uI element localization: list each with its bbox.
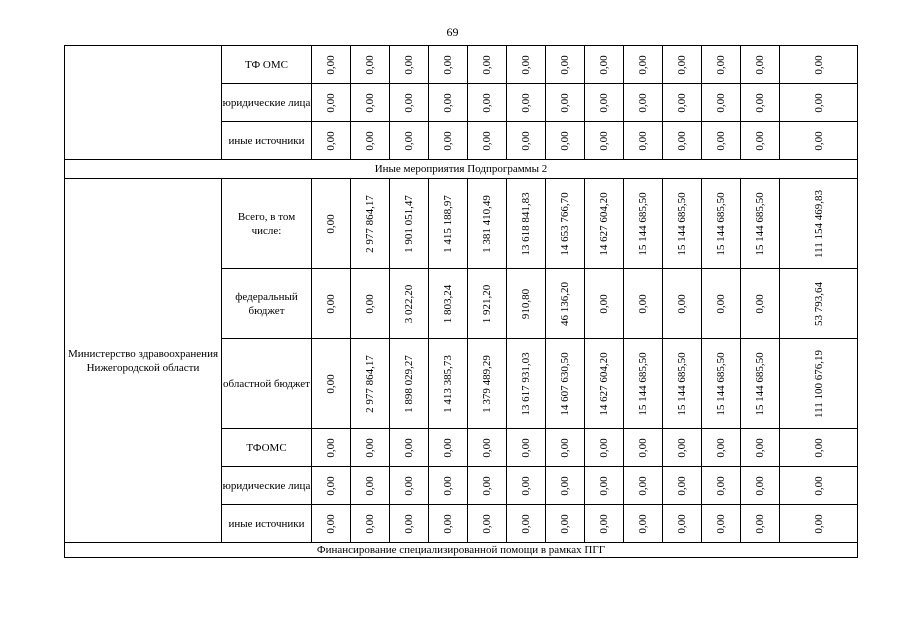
value-text: 53 793,64 <box>812 281 825 326</box>
value-text: 0,00 <box>559 437 571 458</box>
value-text: 14 607 630,50 <box>559 351 571 416</box>
value-text: 15 144 685,50 <box>676 191 688 256</box>
value-text: 14 627 604,20 <box>598 351 610 416</box>
value-cell <box>468 505 507 543</box>
value-cell <box>585 179 624 269</box>
value-text: 0,00 <box>715 54 727 75</box>
value-cell <box>663 122 702 160</box>
section-title: Иные мероприятия Подпрограммы 2 <box>65 160 858 179</box>
value-cell <box>546 269 585 339</box>
section-title-2: Финансирование специализированной помощи в рамках ПГГ <box>65 543 858 558</box>
organization-cell-empty <box>65 46 222 160</box>
value-cell <box>546 84 585 122</box>
value-text: 0,00 <box>403 54 415 75</box>
value-cell <box>780 84 858 122</box>
value-text: 0,00 <box>481 92 493 113</box>
value-cell <box>312 122 351 160</box>
value-cell <box>429 84 468 122</box>
value-text: 2 977 864,17 <box>364 354 376 413</box>
value-cell <box>351 179 390 269</box>
value-cell <box>624 429 663 467</box>
value-text: 15 144 685,50 <box>754 351 766 416</box>
value-cell <box>351 467 390 505</box>
value-cell <box>741 84 780 122</box>
value-cell <box>507 429 546 467</box>
value-text: 0,00 <box>520 130 532 151</box>
value-cell <box>663 269 702 339</box>
value-text: 0,00 <box>676 513 688 534</box>
source-cell: юридические лица <box>222 467 312 505</box>
value-text: 1 415 188,97 <box>442 194 454 253</box>
value-cell <box>390 269 429 339</box>
value-cell <box>507 505 546 543</box>
value-cell <box>507 122 546 160</box>
table-row <box>65 46 858 84</box>
section-row <box>65 543 858 558</box>
value-cell <box>780 269 858 339</box>
value-cell <box>780 122 858 160</box>
value-cell <box>312 339 351 429</box>
value-text: 0,00 <box>325 513 337 534</box>
source-cell: иные источники <box>222 122 312 160</box>
source-cell: Всего, в том числе: <box>222 179 312 269</box>
value-text: 0,00 <box>598 92 610 113</box>
value-cell <box>663 467 702 505</box>
value-text: 0,00 <box>754 293 766 314</box>
value-text: 0,00 <box>637 475 649 496</box>
value-cell <box>390 505 429 543</box>
source-cell: областной бюджет <box>222 339 312 429</box>
value-text: 0,00 <box>403 437 415 458</box>
value-text: 0,00 <box>364 437 376 458</box>
value-text: 0,00 <box>637 437 649 458</box>
source-cell: юридические лица <box>222 84 312 122</box>
value-cell <box>741 339 780 429</box>
value-text: 0,00 <box>676 92 688 113</box>
value-text: 0,00 <box>598 475 610 496</box>
value-cell <box>780 46 858 84</box>
value-text: 0,00 <box>715 475 727 496</box>
value-cell <box>468 269 507 339</box>
value-cell <box>702 429 741 467</box>
value-text: 0,00 <box>442 437 454 458</box>
value-cell <box>546 122 585 160</box>
value-cell <box>780 467 858 505</box>
value-text: 0,00 <box>637 54 649 75</box>
value-text: 0,00 <box>676 54 688 75</box>
value-cell <box>507 84 546 122</box>
value-cell <box>624 122 663 160</box>
value-cell <box>624 339 663 429</box>
value-text: 111 100 676,19 <box>812 349 825 418</box>
value-cell <box>780 429 858 467</box>
value-text: 0,00 <box>442 130 454 151</box>
value-cell <box>351 269 390 339</box>
value-cell <box>585 84 624 122</box>
source-cell: иные источники <box>222 505 312 543</box>
value-text: 0,00 <box>403 130 415 151</box>
value-cell <box>624 84 663 122</box>
value-cell <box>624 269 663 339</box>
value-cell <box>663 84 702 122</box>
source-cell: ТФОМС <box>222 429 312 467</box>
value-cell <box>546 46 585 84</box>
value-text: 14 627 604,20 <box>598 191 610 256</box>
value-cell <box>741 467 780 505</box>
value-cell <box>585 505 624 543</box>
value-cell <box>312 505 351 543</box>
value-cell <box>624 505 663 543</box>
value-text: 15 144 685,50 <box>637 191 649 256</box>
value-cell <box>741 179 780 269</box>
value-cell <box>507 339 546 429</box>
value-text: 0,00 <box>812 92 825 113</box>
value-cell <box>390 46 429 84</box>
table-body <box>65 46 858 558</box>
value-cell <box>741 46 780 84</box>
value-cell <box>702 269 741 339</box>
value-cell <box>663 339 702 429</box>
value-text: 0,00 <box>715 437 727 458</box>
value-text: 0,00 <box>481 513 493 534</box>
value-text: 0,00 <box>637 92 649 113</box>
value-text: 15 144 685,50 <box>715 191 727 256</box>
value-text: 0,00 <box>637 293 649 314</box>
value-text: 0,00 <box>520 437 532 458</box>
value-cell <box>546 339 585 429</box>
value-text: 0,00 <box>559 54 571 75</box>
value-text: 0,00 <box>754 54 766 75</box>
value-cell <box>351 122 390 160</box>
value-cell <box>351 46 390 84</box>
value-cell <box>702 505 741 543</box>
value-cell <box>390 429 429 467</box>
value-text: 0,00 <box>364 293 376 314</box>
value-cell <box>429 429 468 467</box>
value-cell <box>780 339 858 429</box>
value-text: 0,00 <box>676 437 688 458</box>
value-text: 0,00 <box>325 373 337 394</box>
source-cell: федеральный бюджет <box>222 269 312 339</box>
value-text: 15 144 685,50 <box>676 351 688 416</box>
value-text: 46 136,20 <box>559 281 571 326</box>
value-text: 0,00 <box>325 475 337 496</box>
value-cell <box>390 84 429 122</box>
value-text: 0,00 <box>442 92 454 113</box>
value-cell <box>468 84 507 122</box>
organization-cell: Министерство здравоохранения Нижегородской области <box>65 179 222 543</box>
value-cell <box>546 505 585 543</box>
value-cell <box>663 179 702 269</box>
value-text: 0,00 <box>325 437 337 458</box>
value-cell <box>468 339 507 429</box>
value-text: 0,00 <box>364 130 376 151</box>
section-row <box>65 160 858 179</box>
value-text: 0,00 <box>559 513 571 534</box>
value-cell <box>507 179 546 269</box>
value-text: 15 144 685,50 <box>637 351 649 416</box>
value-text: 0,00 <box>715 513 727 534</box>
value-cell <box>312 46 351 84</box>
value-cell <box>390 179 429 269</box>
value-text: 1 901 051,47 <box>403 194 415 253</box>
value-cell <box>585 429 624 467</box>
value-text: 0,00 <box>364 475 376 496</box>
value-text: 0,00 <box>325 130 337 151</box>
value-text: 2 977 864,17 <box>364 194 376 253</box>
value-text: 0,00 <box>598 293 610 314</box>
value-text: 0,00 <box>481 475 493 496</box>
value-text: 0,00 <box>754 513 766 534</box>
value-cell <box>429 179 468 269</box>
value-text: 15 144 685,50 <box>715 351 727 416</box>
value-text: 0,00 <box>812 513 825 534</box>
value-cell <box>663 505 702 543</box>
value-text: 0,00 <box>812 130 825 151</box>
value-cell <box>312 84 351 122</box>
value-text: 0,00 <box>403 475 415 496</box>
value-cell <box>429 467 468 505</box>
value-text: 0,00 <box>481 130 493 151</box>
value-cell <box>468 429 507 467</box>
value-text: 0,00 <box>754 437 766 458</box>
value-cell <box>702 46 741 84</box>
value-cell <box>624 46 663 84</box>
value-text: 0,00 <box>442 54 454 75</box>
value-text: 1 803,24 <box>442 284 454 323</box>
value-text: 13 618 841,83 <box>520 191 532 256</box>
value-text: 0,00 <box>364 54 376 75</box>
value-cell <box>702 84 741 122</box>
value-cell <box>546 429 585 467</box>
value-text: 0,00 <box>481 437 493 458</box>
value-text: 0,00 <box>403 92 415 113</box>
value-text: 0,00 <box>520 475 532 496</box>
value-cell <box>312 429 351 467</box>
source-cell: ТФ ОМС <box>222 46 312 84</box>
value-text: 111 154 469,83 <box>812 189 825 258</box>
value-cell <box>468 46 507 84</box>
value-text: 0,00 <box>598 437 610 458</box>
value-cell <box>741 505 780 543</box>
value-cell <box>429 339 468 429</box>
value-text: 0,00 <box>325 92 337 113</box>
value-text: 1 381 410,49 <box>481 194 493 253</box>
value-text: 0,00 <box>325 293 337 314</box>
value-text: 0,00 <box>812 437 825 458</box>
value-cell <box>312 467 351 505</box>
value-text: 0,00 <box>676 130 688 151</box>
value-text: 0,00 <box>715 293 727 314</box>
value-cell <box>585 339 624 429</box>
value-cell <box>780 505 858 543</box>
value-cell <box>429 46 468 84</box>
value-text: 3 022,20 <box>403 284 415 323</box>
value-cell <box>507 269 546 339</box>
value-cell <box>390 339 429 429</box>
value-text: 0,00 <box>812 54 825 75</box>
value-text: 15 144 685,50 <box>754 191 766 256</box>
value-text: 0,00 <box>481 54 493 75</box>
value-text: 0,00 <box>598 513 610 534</box>
value-text: 0,00 <box>676 293 688 314</box>
value-text: 910,80 <box>520 288 532 319</box>
value-text: 0,00 <box>559 92 571 113</box>
value-cell <box>585 467 624 505</box>
value-cell <box>585 46 624 84</box>
value-cell <box>702 339 741 429</box>
value-cell <box>585 269 624 339</box>
value-text: 0,00 <box>598 54 610 75</box>
value-text: 0,00 <box>715 130 727 151</box>
value-text: 0,00 <box>364 513 376 534</box>
value-cell <box>663 46 702 84</box>
value-cell <box>624 179 663 269</box>
value-text: 0,00 <box>442 475 454 496</box>
value-text: 1 898 029,27 <box>403 354 415 413</box>
value-cell <box>702 122 741 160</box>
value-text: 0,00 <box>403 513 415 534</box>
value-cell <box>429 269 468 339</box>
value-text: 0,00 <box>520 513 532 534</box>
value-text: 0,00 <box>442 513 454 534</box>
value-cell <box>351 429 390 467</box>
value-text: 0,00 <box>754 475 766 496</box>
value-text: 0,00 <box>559 475 571 496</box>
value-cell <box>507 46 546 84</box>
value-cell <box>468 467 507 505</box>
value-text: 0,00 <box>754 92 766 113</box>
value-cell <box>702 179 741 269</box>
value-cell <box>546 179 585 269</box>
value-cell <box>351 505 390 543</box>
value-text: 13 617 931,03 <box>520 351 532 416</box>
table-row <box>65 179 858 269</box>
value-text: 1 413 385,73 <box>442 354 454 413</box>
value-cell <box>390 122 429 160</box>
value-cell <box>624 467 663 505</box>
value-text: 1 921,20 <box>481 284 493 323</box>
value-cell <box>390 467 429 505</box>
value-text: 0,00 <box>676 475 688 496</box>
value-text: 0,00 <box>715 92 727 113</box>
value-cell <box>312 179 351 269</box>
value-cell <box>429 505 468 543</box>
value-text: 1 379 489,29 <box>481 354 493 413</box>
value-cell <box>468 122 507 160</box>
value-text: 0,00 <box>637 513 649 534</box>
value-cell <box>663 429 702 467</box>
value-cell <box>468 179 507 269</box>
page-number: 69 <box>446 25 459 39</box>
value-text: 0,00 <box>559 130 571 151</box>
value-text: 0,00 <box>598 130 610 151</box>
value-text: 0,00 <box>520 54 532 75</box>
value-cell <box>741 122 780 160</box>
value-text: 0,00 <box>325 54 337 75</box>
value-cell <box>741 269 780 339</box>
value-text: 0,00 <box>812 475 825 496</box>
value-text: 0,00 <box>364 92 376 113</box>
value-text: 0,00 <box>754 130 766 151</box>
value-text: 0,00 <box>637 130 649 151</box>
value-cell <box>429 122 468 160</box>
value-cell <box>780 179 858 269</box>
value-text: 0,00 <box>520 92 532 113</box>
value-cell <box>546 467 585 505</box>
value-cell <box>351 339 390 429</box>
value-cell <box>585 122 624 160</box>
value-cell <box>702 467 741 505</box>
value-text: 14 653 766,70 <box>559 191 571 256</box>
value-cell <box>312 269 351 339</box>
value-cell <box>351 84 390 122</box>
value-cell <box>741 429 780 467</box>
funding-table <box>64 45 858 558</box>
value-text: 0,00 <box>325 213 337 234</box>
value-cell <box>507 467 546 505</box>
